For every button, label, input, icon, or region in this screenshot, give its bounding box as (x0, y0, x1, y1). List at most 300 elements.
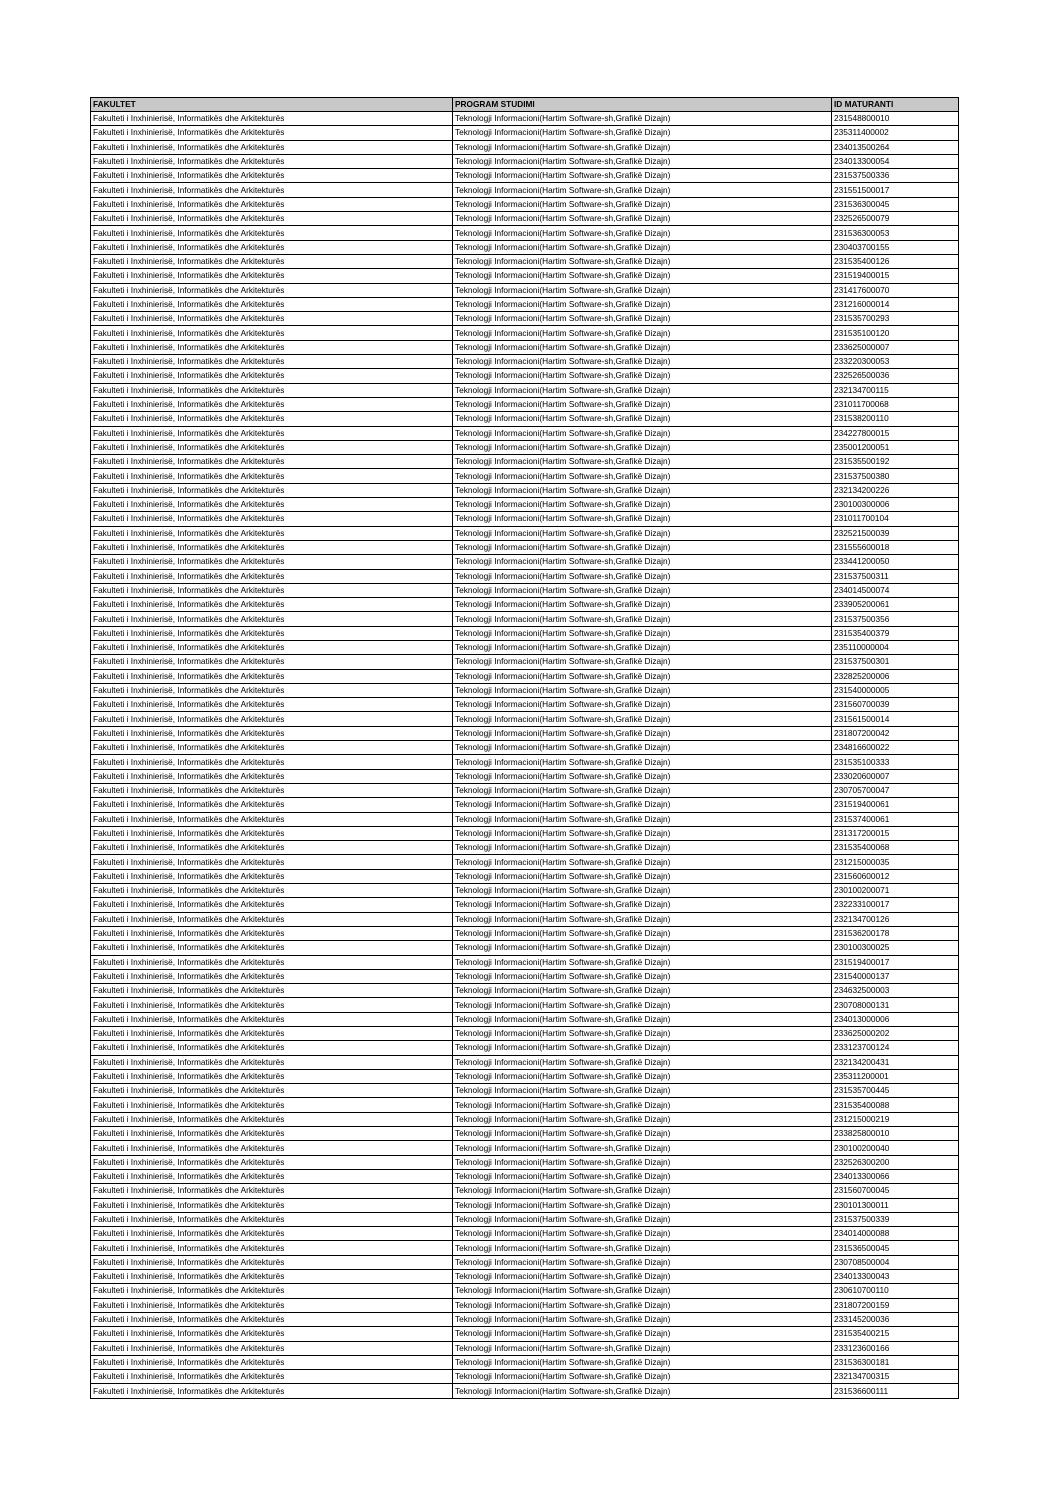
program-cell: Teknologji Informacioni(Hartim Software-sh,Grafikë Dizajn) (453, 412, 832, 426)
faculty-cell: Fakulteti i Inxhinierisë, Informatikës dhe Arkitekturës (91, 383, 453, 397)
program-cell: Teknologji Informacioni(Hartim Software-sh,Grafikë Dizajn) (453, 640, 832, 654)
table-row (91, 926, 959, 940)
faculty-cell: Fakulteti i Inxhinierisë, Informatikës dhe Arkitekturës (91, 240, 453, 254)
table-row (91, 598, 959, 612)
faculty-cell: Fakulteti i Inxhinierisë, Informatikës dhe Arkitekturës (91, 1370, 453, 1384)
student-id-cell: 232134700126 (832, 912, 959, 926)
table-row (91, 1198, 959, 1212)
student-id-cell: 231536300053 (832, 226, 959, 240)
student-id-cell: 231540000005 (832, 683, 959, 697)
program-cell: Teknologji Informacioni(Hartim Software-sh,Grafikë Dizajn) (453, 297, 832, 311)
student-id-cell: 234014500074 (832, 583, 959, 597)
program-cell: Teknologji Informacioni(Hartim Software-sh,Grafikë Dizajn) (453, 212, 832, 226)
student-id-cell: 231537400061 (832, 812, 959, 826)
faculty-cell: Fakulteti i Inxhinierisë, Informatikës dhe Arkitekturës (91, 1055, 453, 1069)
program-cell: Teknologji Informacioni(Hartim Software-sh,Grafikë Dizajn) (453, 512, 832, 526)
faculty-cell: Fakulteti i Inxhinierisë, Informatikës dhe Arkitekturës (91, 712, 453, 726)
table-row (91, 283, 959, 297)
student-id-cell: 234227800015 (832, 426, 959, 440)
faculty-cell: Fakulteti i Inxhinierisë, Informatikës dhe Arkitekturës (91, 369, 453, 383)
program-cell: Teknologji Informacioni(Hartim Software-sh,Grafikë Dizajn) (453, 598, 832, 612)
program-cell: Teknologji Informacioni(Hartim Software-sh,Grafikë Dizajn) (453, 1155, 832, 1169)
student-id-cell: 233220300053 (832, 355, 959, 369)
program-cell: Teknologji Informacioni(Hartim Software-sh,Grafikë Dizajn) (453, 612, 832, 626)
program-cell: Teknologji Informacioni(Hartim Software-sh,Grafikë Dizajn) (453, 1341, 832, 1355)
student-id-cell: 234816600022 (832, 741, 959, 755)
student-id-cell: 231535700445 (832, 1084, 959, 1098)
table-row (91, 655, 959, 669)
table-row (91, 498, 959, 512)
faculty-cell: Fakulteti i Inxhinierisë, Informatikës dhe Arkitekturës (91, 1384, 453, 1398)
faculty-cell: Fakulteti i Inxhinierisë, Informatikës dhe Arkitekturës (91, 998, 453, 1012)
table-row (91, 469, 959, 483)
student-id-cell: 233123600166 (832, 1341, 959, 1355)
program-cell: Teknologji Informacioni(Hartim Software-sh,Grafikë Dizajn) (453, 469, 832, 483)
table-row (91, 512, 959, 526)
faculty-cell: Fakulteti i Inxhinierisë, Informatikës dhe Arkitekturës (91, 126, 453, 140)
faculty-cell: Fakulteti i Inxhinierisë, Informatikës dhe Arkitekturës (91, 869, 453, 883)
table-row (91, 1270, 959, 1284)
faculty-cell: Fakulteti i Inxhinierisë, Informatikës dhe Arkitekturës (91, 498, 453, 512)
faculty-cell: Fakulteti i Inxhinierisë, Informatikës dhe Arkitekturës (91, 984, 453, 998)
faculty-cell: Fakulteti i Inxhinierisë, Informatikës dhe Arkitekturës (91, 1069, 453, 1083)
faculty-cell: Fakulteti i Inxhinierisë, Informatikës dhe Arkitekturës (91, 1212, 453, 1226)
faculty-cell: Fakulteti i Inxhinierisë, Informatikës dhe Arkitekturës (91, 1241, 453, 1255)
program-cell: Teknologji Informacioni(Hartim Software-sh,Grafikë Dizajn) (453, 112, 832, 126)
program-cell: Teknologji Informacioni(Hartim Software-sh,Grafikë Dizajn) (453, 483, 832, 497)
faculty-cell: Fakulteti i Inxhinierisë, Informatikës dhe Arkitekturës (91, 812, 453, 826)
student-id-cell: 231807200159 (832, 1298, 959, 1312)
program-cell: Teknologji Informacioni(Hartim Software-sh,Grafikë Dizajn) (453, 1227, 832, 1241)
student-id-cell: 231537500339 (832, 1212, 959, 1226)
faculty-cell: Fakulteti i Inxhinierisë, Informatikës dhe Arkitekturës (91, 1298, 453, 1312)
table-row (91, 269, 959, 283)
program-cell: Teknologji Informacioni(Hartim Software-sh,Grafikë Dizajn) (453, 655, 832, 669)
faculty-cell: Fakulteti i Inxhinierisë, Informatikës dhe Arkitekturës (91, 941, 453, 955)
table-row (91, 640, 959, 654)
program-cell: Teknologji Informacioni(Hartim Software-sh,Grafikë Dizajn) (453, 1212, 832, 1226)
table-row (91, 1370, 959, 1384)
student-id-cell: 231535400215 (832, 1327, 959, 1341)
table-row (91, 1241, 959, 1255)
student-id-cell: 234013300054 (832, 154, 959, 168)
table-row (91, 1212, 959, 1226)
faculty-cell: Fakulteti i Inxhinierisë, Informatikës dhe Arkitekturës (91, 583, 453, 597)
faculty-cell: Fakulteti i Inxhinierisë, Informatikës dhe Arkitekturës (91, 1227, 453, 1241)
table-row (91, 583, 959, 597)
student-id-cell: 231536600111 (832, 1384, 959, 1398)
student-id-cell: 231216000014 (832, 297, 959, 311)
program-cell: Teknologji Informacioni(Hartim Software-sh,Grafikë Dizajn) (453, 683, 832, 697)
faculty-cell: Fakulteti i Inxhinierisë, Informatikës dhe Arkitekturës (91, 1312, 453, 1326)
student-id-cell: 232526500036 (832, 369, 959, 383)
program-cell: Teknologji Informacioni(Hartim Software-sh,Grafikë Dizajn) (453, 1327, 832, 1341)
table-row (91, 1384, 959, 1398)
faculty-cell: Fakulteti i Inxhinierisë, Informatikës dhe Arkitekturës (91, 884, 453, 898)
student-id-cell: 233905200061 (832, 598, 959, 612)
table-row (91, 855, 959, 869)
student-id-cell: 231537500380 (832, 469, 959, 483)
faculty-cell: Fakulteti i Inxhinierisë, Informatikës dhe Arkitekturës (91, 569, 453, 583)
student-id-cell: 230100200071 (832, 884, 959, 898)
faculty-cell: Fakulteti i Inxhinierisë, Informatikës dhe Arkitekturës (91, 683, 453, 697)
program-cell: Teknologji Informacioni(Hartim Software-sh,Grafikë Dizajn) (453, 698, 832, 712)
faculty-cell: Fakulteti i Inxhinierisë, Informatikës dhe Arkitekturës (91, 469, 453, 483)
program-cell: Teknologji Informacioni(Hartim Software-sh,Grafikë Dizajn) (453, 397, 832, 411)
faculty-cell: Fakulteti i Inxhinierisë, Informatikës dhe Arkitekturës (91, 1098, 453, 1112)
student-id-cell: 231536300045 (832, 197, 959, 211)
student-id-cell: 231536500045 (832, 1241, 959, 1255)
program-cell: Teknologji Informacioni(Hartim Software-sh,Grafikë Dizajn) (453, 1241, 832, 1255)
student-id-cell: 234013500264 (832, 140, 959, 154)
student-id-cell: 231540000137 (832, 969, 959, 983)
faculty-cell: Fakulteti i Inxhinierisë, Informatikës dhe Arkitekturës (91, 912, 453, 926)
faculty-cell: Fakulteti i Inxhinierisë, Informatikës dhe Arkitekturës (91, 1127, 453, 1141)
student-id-cell: 231537500356 (832, 612, 959, 626)
table-row (91, 540, 959, 554)
faculty-cell: Fakulteti i Inxhinierisë, Informatikës dhe Arkitekturës (91, 355, 453, 369)
faculty-cell: Fakulteti i Inxhinierisë, Informatikës dhe Arkitekturës (91, 698, 453, 712)
student-id-cell: 231536300181 (832, 1355, 959, 1369)
header-student-id: ID MATURANTI (832, 98, 959, 112)
program-cell: Teknologji Informacioni(Hartim Software-sh,Grafikë Dizajn) (453, 126, 832, 140)
faculty-cell: Fakulteti i Inxhinierisë, Informatikës dhe Arkitekturës (91, 769, 453, 783)
table-row (91, 1084, 959, 1098)
table-row (91, 1312, 959, 1326)
table-row (91, 340, 959, 354)
table-row (91, 197, 959, 211)
table-row (91, 412, 959, 426)
program-cell: Teknologji Informacioni(Hartim Software-sh,Grafikë Dizajn) (453, 540, 832, 554)
table-row (91, 1069, 959, 1083)
faculty-cell: Fakulteti i Inxhinierisë, Informatikës dhe Arkitekturës (91, 1169, 453, 1183)
student-id-cell: 231317200015 (832, 826, 959, 840)
faculty-cell: Fakulteti i Inxhinierisë, Informatikës dhe Arkitekturës (91, 898, 453, 912)
faculty-cell: Fakulteti i Inxhinierisë, Informatikës dhe Arkitekturës (91, 426, 453, 440)
table-row (91, 1141, 959, 1155)
table-row (91, 183, 959, 197)
program-cell: Teknologji Informacioni(Hartim Software-sh,Grafikë Dizajn) (453, 326, 832, 340)
faculty-cell: Fakulteti i Inxhinierisë, Informatikës dhe Arkitekturës (91, 798, 453, 812)
student-id-cell: 235001200051 (832, 440, 959, 454)
student-id-cell: 231555600018 (832, 540, 959, 554)
student-id-cell: 233123700124 (832, 1041, 959, 1055)
table-row (91, 712, 959, 726)
program-cell: Teknologji Informacioni(Hartim Software-sh,Grafikë Dizajn) (453, 1084, 832, 1098)
program-cell: Teknologji Informacioni(Hartim Software-sh,Grafikë Dizajn) (453, 869, 832, 883)
table-row (91, 869, 959, 883)
program-cell: Teknologji Informacioni(Hartim Software-sh,Grafikë Dizajn) (453, 426, 832, 440)
program-cell: Teknologji Informacioni(Hartim Software-sh,Grafikë Dizajn) (453, 783, 832, 797)
student-id-cell: 235311400002 (832, 126, 959, 140)
program-cell: Teknologji Informacioni(Hartim Software-sh,Grafikë Dizajn) (453, 1069, 832, 1083)
table-row (91, 297, 959, 311)
table-row (91, 226, 959, 240)
student-id-cell: 234013000006 (832, 1012, 959, 1026)
program-cell: Teknologji Informacioni(Hartim Software-sh,Grafikë Dizajn) (453, 898, 832, 912)
student-id-cell: 231535400068 (832, 841, 959, 855)
faculty-cell: Fakulteti i Inxhinierisë, Informatikës dhe Arkitekturës (91, 1012, 453, 1026)
program-cell: Teknologji Informacioni(Hartim Software-sh,Grafikë Dizajn) (453, 1355, 832, 1369)
faculty-cell: Fakulteti i Inxhinierisë, Informatikës dhe Arkitekturës (91, 612, 453, 626)
table-row (91, 1127, 959, 1141)
faculty-cell: Fakulteti i Inxhinierisë, Informatikës dhe Arkitekturës (91, 226, 453, 240)
program-cell: Teknologji Informacioni(Hartim Software-sh,Grafikë Dizajn) (453, 726, 832, 740)
student-id-cell: 234013300066 (832, 1169, 959, 1183)
program-cell: Teknologji Informacioni(Hartim Software-sh,Grafikë Dizajn) (453, 455, 832, 469)
table-row (91, 169, 959, 183)
faculty-cell: Fakulteti i Inxhinierisë, Informatikës dhe Arkitekturës (91, 955, 453, 969)
table-row (91, 955, 959, 969)
student-id-cell: 232134700115 (832, 383, 959, 397)
student-id-cell: 230705700047 (832, 783, 959, 797)
table-row (91, 1355, 959, 1369)
faculty-cell: Fakulteti i Inxhinierisë, Informatikës dhe Arkitekturës (91, 312, 453, 326)
program-cell: Teknologji Informacioni(Hartim Software-sh,Grafikë Dizajn) (453, 926, 832, 940)
table-row (91, 698, 959, 712)
student-id-cell: 231536200178 (832, 926, 959, 940)
student-id-cell: 234013300043 (832, 1270, 959, 1284)
faculty-cell: Fakulteti i Inxhinierisë, Informatikës dhe Arkitekturës (91, 726, 453, 740)
table-row (91, 140, 959, 154)
program-cell: Teknologji Informacioni(Hartim Software-sh,Grafikë Dizajn) (453, 941, 832, 955)
student-id-cell: 235110000004 (832, 640, 959, 654)
program-cell: Teknologji Informacioni(Hartim Software-sh,Grafikë Dizajn) (453, 169, 832, 183)
student-id-cell: 231537500301 (832, 655, 959, 669)
student-id-cell: 233020600007 (832, 769, 959, 783)
student-id-cell: 231548800010 (832, 112, 959, 126)
student-id-cell: 231519400017 (832, 955, 959, 969)
student-id-cell: 232134700315 (832, 1370, 959, 1384)
results-table (90, 97, 959, 1399)
table-row (91, 783, 959, 797)
table-row (91, 1284, 959, 1298)
faculty-cell: Fakulteti i Inxhinierisë, Informatikës dhe Arkitekturës (91, 1141, 453, 1155)
faculty-cell: Fakulteti i Inxhinierisë, Informatikës dhe Arkitekturës (91, 841, 453, 855)
program-cell: Teknologji Informacioni(Hartim Software-sh,Grafikë Dizajn) (453, 812, 832, 826)
table-row (91, 826, 959, 840)
program-cell: Teknologji Informacioni(Hartim Software-sh,Grafikë Dizajn) (453, 1370, 832, 1384)
faculty-cell: Fakulteti i Inxhinierisë, Informatikës dhe Arkitekturës (91, 555, 453, 569)
faculty-cell: Fakulteti i Inxhinierisë, Informatikës dhe Arkitekturës (91, 1327, 453, 1341)
faculty-cell: Fakulteti i Inxhinierisë, Informatikës dhe Arkitekturës (91, 412, 453, 426)
program-cell: Teknologji Informacioni(Hartim Software-sh,Grafikë Dizajn) (453, 798, 832, 812)
student-id-cell: 233441200050 (832, 555, 959, 569)
student-id-cell: 235311200001 (832, 1069, 959, 1083)
program-cell: Teknologji Informacioni(Hartim Software-sh,Grafikë Dizajn) (453, 712, 832, 726)
table-row (91, 741, 959, 755)
faculty-cell: Fakulteti i Inxhinierisë, Informatikës dhe Arkitekturës (91, 340, 453, 354)
program-cell: Teknologji Informacioni(Hartim Software-sh,Grafikë Dizajn) (453, 969, 832, 983)
program-cell: Teknologji Informacioni(Hartim Software-sh,Grafikë Dizajn) (453, 1012, 832, 1026)
table-row (91, 941, 959, 955)
faculty-cell: Fakulteti i Inxhinierisë, Informatikës dhe Arkitekturës (91, 197, 453, 211)
table-row (91, 526, 959, 540)
program-cell: Teknologji Informacioni(Hartim Software-sh,Grafikë Dizajn) (453, 1312, 832, 1326)
table-row (91, 798, 959, 812)
table-row (91, 769, 959, 783)
table-row (91, 355, 959, 369)
student-id-cell: 232526300200 (832, 1155, 959, 1169)
table-row (91, 884, 959, 898)
program-cell: Teknologji Informacioni(Hartim Software-sh,Grafikë Dizajn) (453, 884, 832, 898)
faculty-cell: Fakulteti i Inxhinierisë, Informatikës dhe Arkitekturës (91, 640, 453, 654)
student-id-cell: 230610700110 (832, 1284, 959, 1298)
program-cell: Teknologji Informacioni(Hartim Software-sh,Grafikë Dizajn) (453, 383, 832, 397)
program-cell: Teknologji Informacioni(Hartim Software-sh,Grafikë Dizajn) (453, 1027, 832, 1041)
student-id-cell: 232521500039 (832, 526, 959, 540)
faculty-cell: Fakulteti i Inxhinierisë, Informatikës dhe Arkitekturës (91, 1084, 453, 1098)
table-row (91, 912, 959, 926)
student-id-cell: 232134200226 (832, 483, 959, 497)
program-cell: Teknologji Informacioni(Hartim Software-sh,Grafikë Dizajn) (453, 183, 832, 197)
faculty-cell: Fakulteti i Inxhinierisë, Informatikës dhe Arkitekturës (91, 1027, 453, 1041)
table-row (91, 1112, 959, 1126)
table-row (91, 1055, 959, 1069)
program-cell: Teknologji Informacioni(Hartim Software-sh,Grafikë Dizajn) (453, 1384, 832, 1398)
table-row (91, 998, 959, 1012)
faculty-cell: Fakulteti i Inxhinierisë, Informatikës dhe Arkitekturës (91, 1284, 453, 1298)
table-row (91, 555, 959, 569)
program-cell: Teknologji Informacioni(Hartim Software-sh,Grafikë Dizajn) (453, 1141, 832, 1155)
table-row (91, 440, 959, 454)
table-row (91, 1298, 959, 1312)
student-id-cell: 233145200036 (832, 1312, 959, 1326)
program-cell: Teknologji Informacioni(Hartim Software-sh,Grafikë Dizajn) (453, 1127, 832, 1141)
program-cell: Teknologji Informacioni(Hartim Software-sh,Grafikë Dizajn) (453, 1284, 832, 1298)
table-row (91, 312, 959, 326)
student-id-cell: 231560700039 (832, 698, 959, 712)
program-cell: Teknologji Informacioni(Hartim Software-sh,Grafikë Dizajn) (453, 369, 832, 383)
faculty-cell: Fakulteti i Inxhinierisë, Informatikës dhe Arkitekturës (91, 1041, 453, 1055)
student-id-cell: 230403700155 (832, 240, 959, 254)
table-row (91, 212, 959, 226)
program-cell: Teknologji Informacioni(Hartim Software-sh,Grafikë Dizajn) (453, 769, 832, 783)
program-cell: Teknologji Informacioni(Hartim Software-sh,Grafikë Dizajn) (453, 283, 832, 297)
table-row (91, 969, 959, 983)
student-id-cell: 231011700068 (832, 397, 959, 411)
student-id-cell: 230100200040 (832, 1141, 959, 1155)
faculty-cell: Fakulteti i Inxhinierisë, Informatikës dhe Arkitekturës (91, 254, 453, 268)
table-row (91, 841, 959, 855)
faculty-cell: Fakulteti i Inxhinierisë, Informatikës dhe Arkitekturës (91, 1341, 453, 1355)
program-cell: Teknologji Informacioni(Hartim Software-sh,Grafikë Dizajn) (453, 269, 832, 283)
table-row (91, 326, 959, 340)
program-cell: Teknologji Informacioni(Hartim Software-sh,Grafikë Dizajn) (453, 569, 832, 583)
student-id-cell: 233625000007 (832, 340, 959, 354)
faculty-cell: Fakulteti i Inxhinierisë, Informatikës dhe Arkitekturës (91, 1355, 453, 1369)
faculty-cell: Fakulteti i Inxhinierisë, Informatikës dhe Arkitekturës (91, 969, 453, 983)
program-cell: Teknologji Informacioni(Hartim Software-sh,Grafikë Dizajn) (453, 340, 832, 354)
table-row (91, 426, 959, 440)
program-cell: Teknologji Informacioni(Hartim Software-sh,Grafikë Dizajn) (453, 998, 832, 1012)
faculty-cell: Fakulteti i Inxhinierisë, Informatikës dhe Arkitekturës (91, 169, 453, 183)
student-id-cell: 231551500017 (832, 183, 959, 197)
program-cell: Teknologji Informacioni(Hartim Software-sh,Grafikë Dizajn) (453, 583, 832, 597)
student-id-cell: 234632500003 (832, 984, 959, 998)
table-row (91, 1327, 959, 1341)
table-row (91, 1184, 959, 1198)
program-cell: Teknologji Informacioni(Hartim Software-sh,Grafikë Dizajn) (453, 355, 832, 369)
header-faculty: FAKULTET (91, 98, 453, 112)
student-id-cell: 234014000088 (832, 1227, 959, 1241)
student-id-cell: 231561500014 (832, 712, 959, 726)
program-cell: Teknologji Informacioni(Hartim Software-sh,Grafikë Dizajn) (453, 626, 832, 640)
student-id-cell: 232825200006 (832, 669, 959, 683)
student-id-cell: 232233100017 (832, 898, 959, 912)
program-cell: Teknologji Informacioni(Hartim Software-sh,Grafikë Dizajn) (453, 140, 832, 154)
program-cell: Teknologji Informacioni(Hartim Software-sh,Grafikë Dizajn) (453, 741, 832, 755)
program-cell: Teknologji Informacioni(Hartim Software-sh,Grafikë Dizajn) (453, 498, 832, 512)
faculty-cell: Fakulteti i Inxhinierisë, Informatikës dhe Arkitekturës (91, 455, 453, 469)
program-cell: Teknologji Informacioni(Hartim Software-sh,Grafikë Dizajn) (453, 855, 832, 869)
table-row (91, 755, 959, 769)
table-row (91, 1012, 959, 1026)
faculty-cell: Fakulteti i Inxhinierisë, Informatikës dhe Arkitekturës (91, 1184, 453, 1198)
faculty-cell: Fakulteti i Inxhinierisë, Informatikës dhe Arkitekturës (91, 183, 453, 197)
program-cell: Teknologji Informacioni(Hartim Software-sh,Grafikë Dizajn) (453, 1041, 832, 1055)
program-cell: Teknologji Informacioni(Hartim Software-sh,Grafikë Dizajn) (453, 755, 832, 769)
table-row (91, 1027, 959, 1041)
faculty-cell: Fakulteti i Inxhinierisë, Informatikës dhe Arkitekturës (91, 755, 453, 769)
table-body (91, 112, 959, 1399)
faculty-cell: Fakulteti i Inxhinierisë, Informatikës dhe Arkitekturës (91, 826, 453, 840)
table-row (91, 383, 959, 397)
table-row (91, 240, 959, 254)
table-row (91, 626, 959, 640)
table-row (91, 126, 959, 140)
faculty-cell: Fakulteti i Inxhinierisë, Informatikës dhe Arkitekturës (91, 855, 453, 869)
program-cell: Teknologji Informacioni(Hartim Software-sh,Grafikë Dizajn) (453, 312, 832, 326)
program-cell: Teknologji Informacioni(Hartim Software-sh,Grafikë Dizajn) (453, 254, 832, 268)
student-id-cell: 230708500004 (832, 1255, 959, 1269)
student-id-cell: 232134200431 (832, 1055, 959, 1069)
student-id-cell: 230100300025 (832, 941, 959, 955)
program-cell: Teknologji Informacioni(Hartim Software-sh,Grafikë Dizajn) (453, 555, 832, 569)
student-id-cell: 231215000035 (832, 855, 959, 869)
student-id-cell: 231215000219 (832, 1112, 959, 1126)
faculty-cell: Fakulteti i Inxhinierisë, Informatikës dhe Arkitekturës (91, 326, 453, 340)
faculty-cell: Fakulteti i Inxhinierisë, Informatikës dhe Arkitekturës (91, 1198, 453, 1212)
faculty-cell: Fakulteti i Inxhinierisë, Informatikës dhe Arkitekturës (91, 154, 453, 168)
program-cell: Teknologji Informacioni(Hartim Software-sh,Grafikë Dizajn) (453, 955, 832, 969)
table-row (91, 812, 959, 826)
student-id-cell: 231535700293 (832, 312, 959, 326)
program-cell: Teknologji Informacioni(Hartim Software-sh,Grafikë Dizajn) (453, 669, 832, 683)
table-row (91, 984, 959, 998)
faculty-cell: Fakulteti i Inxhinierisë, Informatikës dhe Arkitekturës (91, 112, 453, 126)
faculty-cell: Fakulteti i Inxhinierisë, Informatikës dhe Arkitekturës (91, 140, 453, 154)
faculty-cell: Fakulteti i Inxhinierisë, Informatikës dhe Arkitekturës (91, 655, 453, 669)
program-cell: Teknologji Informacioni(Hartim Software-sh,Grafikë Dizajn) (453, 1169, 832, 1183)
table-row (91, 898, 959, 912)
student-id-cell: 231535400088 (832, 1098, 959, 1112)
table-row (91, 369, 959, 383)
program-cell: Teknologji Informacioni(Hartim Software-sh,Grafikë Dizajn) (453, 1098, 832, 1112)
program-cell: Teknologji Informacioni(Hartim Software-sh,Grafikë Dizajn) (453, 154, 832, 168)
program-cell: Teknologji Informacioni(Hartim Software-sh,Grafikë Dizajn) (453, 912, 832, 926)
faculty-cell: Fakulteti i Inxhinierisë, Informatikës dhe Arkitekturës (91, 783, 453, 797)
program-cell: Teknologji Informacioni(Hartim Software-sh,Grafikë Dizajn) (453, 984, 832, 998)
student-id-cell: 231537500336 (832, 169, 959, 183)
student-id-cell: 231535400126 (832, 254, 959, 268)
faculty-cell: Fakulteti i Inxhinierisë, Informatikës dhe Arkitekturës (91, 283, 453, 297)
faculty-cell: Fakulteti i Inxhinierisë, Informatikës dhe Arkitekturës (91, 397, 453, 411)
faculty-cell: Fakulteti i Inxhinierisë, Informatikës dhe Arkitekturës (91, 741, 453, 755)
faculty-cell: Fakulteti i Inxhinierisë, Informatikës dhe Arkitekturës (91, 1255, 453, 1269)
student-id-cell: 231535500192 (832, 455, 959, 469)
faculty-cell: Fakulteti i Inxhinierisë, Informatikës dhe Arkitekturës (91, 297, 453, 311)
